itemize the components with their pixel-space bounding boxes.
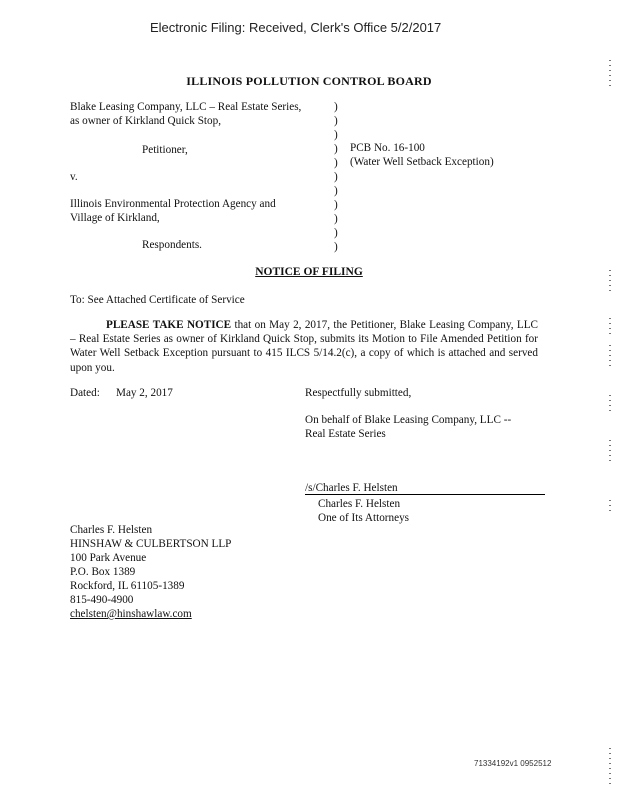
caption-paren: ) <box>334 101 338 113</box>
document-footer-code: 71334192v1 0952512 <box>474 759 552 768</box>
scan-edge-mark <box>609 748 611 788</box>
scan-edge-mark <box>609 270 611 295</box>
to-line: To: See Attached Certificate of Service <box>70 294 245 306</box>
signer-name: Charles F. Helsten <box>318 498 401 510</box>
address-firm: HINSHAW & CULBERTSON LLP <box>70 538 232 550</box>
address-phone: 815-490-4900 <box>70 594 134 606</box>
notice-heading: NOTICE OF FILING <box>255 266 363 278</box>
filing-stamp: Electronic Filing: Received, Clerk's Office 5/2/2017 <box>150 20 442 35</box>
on-behalf-line-2: Real Estate Series <box>305 428 386 440</box>
caption-paren: ) <box>334 213 338 225</box>
respondent-role: Respondents. <box>142 239 202 251</box>
notice-lead: PLEASE TAKE NOTICE <box>106 319 232 331</box>
caption-paren: ) <box>334 143 338 155</box>
caption-paren: ) <box>334 185 338 197</box>
scan-edge-mark <box>609 345 611 370</box>
notice-text: that on May 2, 2017, the Petitioner, Blake Leasing Company, LLC – Real Estate Series as owner of Kirkland Quick Stop, submits its Motion to File Amended Petition for Water Well Setback Exception pursuant to 415 ILCS 5/14.2(c), a copy of which is attached and served upon you. <box>70 319 538 374</box>
caption-paren: ) <box>334 157 338 169</box>
signature-line <box>305 494 545 495</box>
respondent-line-2: Village of Kirkland, <box>70 212 160 224</box>
caption-paren: ) <box>334 227 338 239</box>
respectfully-submitted: Respectfully submitted, <box>305 387 412 399</box>
dated-value: May 2, 2017 <box>116 387 173 399</box>
on-behalf-line-1: On behalf of Blake Leasing Company, LLC -- <box>305 414 512 426</box>
scan-edge-mark <box>609 60 611 90</box>
address-name: Charles F. Helsten <box>70 524 153 536</box>
dated-label: Dated: <box>70 387 100 399</box>
scan-edge-mark <box>609 318 611 338</box>
petitioner-line-2: as owner of Kirkland Quick Stop, <box>70 115 222 127</box>
address-street: 100 Park Avenue <box>70 552 147 564</box>
caption-paren: ) <box>334 129 338 141</box>
petitioner-role: Petitioner, <box>142 144 188 156</box>
case-type: (Water Well Setback Exception) <box>350 156 494 168</box>
board-title: ILLINOIS POLLUTION CONTROL BOARD <box>186 74 432 88</box>
caption-paren: ) <box>334 241 338 253</box>
address-city: Rockford, IL 61105-1389 <box>70 580 185 592</box>
scan-edge-mark <box>609 395 611 415</box>
notice-paragraph <box>70 318 538 375</box>
scan-edge-mark <box>609 500 611 515</box>
address-po-box: P.O. Box 1389 <box>70 566 136 578</box>
caption-paren: ) <box>334 171 338 183</box>
versus: v. <box>70 171 78 183</box>
scan-edge-mark <box>609 440 611 465</box>
caption-paren: ) <box>334 115 338 127</box>
respondent-line-1: Illinois Environmental Protection Agency and <box>70 198 276 210</box>
signer-role: One of Its Attorneys <box>318 512 410 524</box>
petitioner-line-1: Blake Leasing Company, LLC – Real Estate Series, <box>70 101 302 113</box>
case-number: PCB No. 16-100 <box>350 142 425 154</box>
caption-paren: ) <box>334 199 338 211</box>
signature: /s/Charles F. Helsten <box>305 482 398 494</box>
address-email-link[interactable]: chelsten@hinshawlaw.com <box>70 608 192 620</box>
